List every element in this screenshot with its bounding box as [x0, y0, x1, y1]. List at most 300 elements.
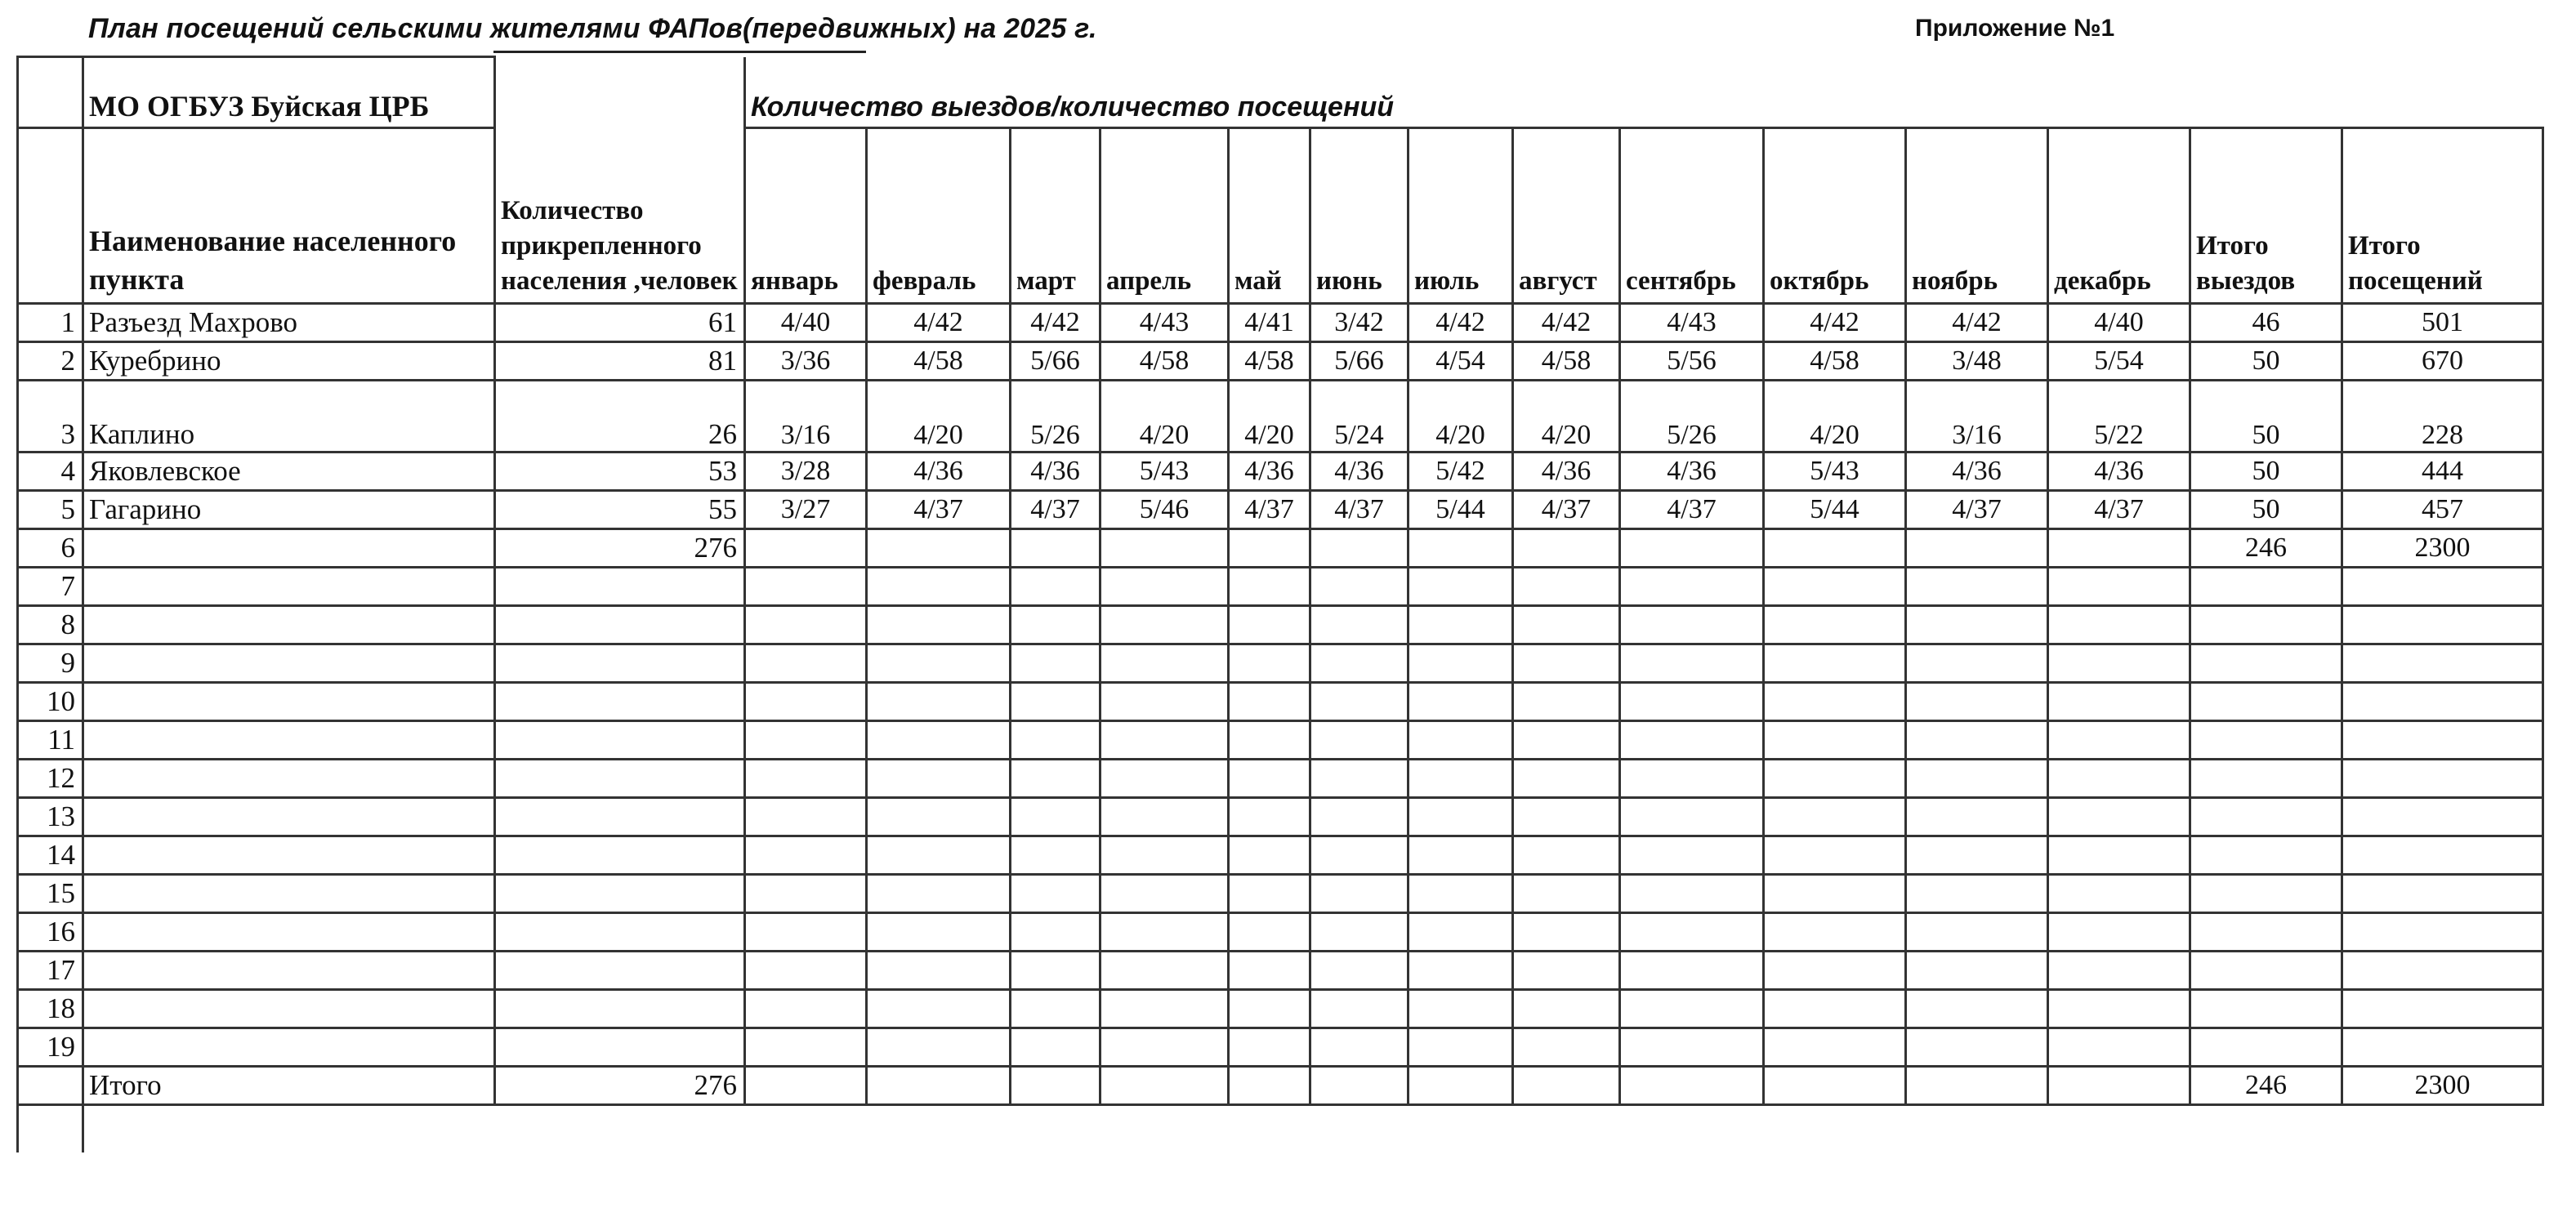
empty-cell [1764, 760, 1906, 798]
empty-cell [2342, 952, 2543, 990]
empty-cell [1620, 952, 1764, 990]
row-number: 6 [18, 529, 83, 568]
empty-cell [495, 1028, 745, 1067]
table-row [18, 342, 2543, 381]
table-row-empty [18, 1028, 2543, 1067]
month-value [1310, 529, 1409, 568]
empty-cell [1100, 760, 1229, 798]
name-column-header: Наименование населенного пункта [83, 128, 495, 304]
empty-cell [2342, 683, 2543, 721]
empty-cell [1100, 644, 1229, 683]
row-number: 19 [18, 1028, 83, 1067]
month-value [1409, 529, 1513, 568]
month-header: сентябрь [1620, 128, 1764, 304]
month-value: 4/36 [867, 453, 1011, 491]
empty-cell [1229, 990, 1310, 1028]
empty-cell [1100, 836, 1229, 875]
empty-cell [1620, 990, 1764, 1028]
empty-cell [1229, 1028, 1310, 1067]
empty-cell [867, 798, 1011, 836]
empty-cell [1100, 1028, 1229, 1067]
empty-cell [745, 875, 867, 913]
settlement-name [83, 529, 495, 568]
empty-cell [1513, 683, 1620, 721]
month-value: 4/54 [1409, 342, 1513, 381]
population-count: 276 [495, 529, 745, 568]
row-number: 7 [18, 568, 83, 606]
month-header: январь [745, 128, 867, 304]
empty-cell [2342, 798, 2543, 836]
empty-cell [1513, 913, 1620, 952]
empty-cell [1011, 990, 1100, 1028]
empty-cell [1906, 568, 2048, 606]
month-value: 3/27 [745, 491, 867, 529]
total-visits-value: 2300 [2342, 529, 2543, 568]
empty-cell [1011, 683, 1100, 721]
empty-cell [2190, 798, 2342, 836]
empty-cell [1906, 1028, 2048, 1067]
month-header: август [1513, 128, 1620, 304]
empty-cell [1011, 952, 1100, 990]
grand-total-visits: 2300 [2342, 1067, 2543, 1105]
empty-cell [2048, 836, 2190, 875]
empty-cell [1620, 683, 1764, 721]
table-row-empty [18, 606, 2543, 644]
empty-cell [1229, 1067, 1310, 1105]
empty-cell [1100, 606, 1229, 644]
population-count: 26 [495, 381, 745, 453]
total-trips-value: 50 [2190, 381, 2342, 453]
row-number: 8 [18, 606, 83, 644]
row-number: 3 [18, 381, 83, 453]
empty-cell [1409, 990, 1513, 1028]
month-header: октябрь [1764, 128, 1906, 304]
empty-cell [2190, 760, 2342, 798]
empty-cell [2048, 683, 2190, 721]
row-number: 4 [18, 453, 83, 491]
total-population: 276 [495, 1067, 745, 1105]
table-row-empty [18, 836, 2543, 875]
empty-cell [1100, 913, 1229, 952]
empty-cell [2048, 990, 2190, 1028]
month-value: 4/42 [1409, 304, 1513, 342]
empty-cell [1310, 1067, 1409, 1105]
empty-cell [1513, 798, 1620, 836]
empty-cell [745, 1067, 867, 1105]
row-number: 1 [18, 304, 83, 342]
empty-cell [1310, 913, 1409, 952]
empty-cell [1229, 913, 1310, 952]
month-value: 3/48 [1906, 342, 2048, 381]
document-title: План посещений сельскими жителями ФАПов(передвижных) на 2025 г. [88, 13, 1097, 44]
empty-cell [1100, 683, 1229, 721]
month-value: 5/42 [1409, 453, 1513, 491]
empty-cell [1310, 721, 1409, 760]
empty-cell [1620, 798, 1764, 836]
empty-cell [1764, 913, 1906, 952]
empty-cell [1409, 606, 1513, 644]
month-value: 4/20 [1513, 381, 1620, 453]
empty-cell [495, 990, 745, 1028]
empty-cell [2048, 568, 2190, 606]
empty-cell [2190, 952, 2342, 990]
empty-cell [495, 683, 745, 721]
empty-cell [745, 990, 867, 1028]
month-value: 4/42 [1906, 304, 2048, 342]
table-row [18, 381, 2543, 453]
empty-cell [1764, 875, 1906, 913]
empty-cell [867, 606, 1011, 644]
header-row-top [18, 57, 2543, 128]
empty-cell [495, 913, 745, 952]
empty-cell [1100, 990, 1229, 1028]
empty-cell [1310, 952, 1409, 990]
total-row [18, 1067, 2543, 1105]
empty-cell [1229, 721, 1310, 760]
settlement-name: Гагарино [83, 491, 495, 529]
org-name: МО ОГБУЗ Буйская ЦРБ [83, 57, 495, 128]
month-value: 4/37 [2048, 491, 2190, 529]
empty-cell [1409, 913, 1513, 952]
month-value [867, 529, 1011, 568]
quantity-group-title: Количество выездов/количество посещений [745, 57, 2543, 128]
empty-cell [1513, 952, 1620, 990]
empty-cell [2048, 913, 2190, 952]
empty-cell [2342, 721, 2543, 760]
empty-cell [1310, 606, 1409, 644]
empty-cell [1229, 836, 1310, 875]
month-value: 4/41 [1229, 304, 1310, 342]
empty-cell [2342, 875, 2543, 913]
empty-cell [1229, 952, 1310, 990]
empty-cell [745, 1028, 867, 1067]
empty-cell [1011, 913, 1100, 952]
empty-cell [495, 836, 745, 875]
empty-cell [745, 721, 867, 760]
empty-cell [1620, 760, 1764, 798]
total-trips-value: 50 [2190, 342, 2342, 381]
empty-cell [867, 990, 1011, 1028]
month-value: 4/43 [1620, 304, 1764, 342]
month-value: 5/44 [1409, 491, 1513, 529]
month-value: 5/54 [2048, 342, 2190, 381]
empty-cell [1409, 721, 1513, 760]
empty-cell [1229, 568, 1310, 606]
empty-cell [1513, 875, 1620, 913]
empty-cell [1011, 875, 1100, 913]
empty-cell [1310, 683, 1409, 721]
table-row [18, 453, 2543, 491]
empty-cell [83, 568, 495, 606]
empty-cell [1011, 721, 1100, 760]
month-header: февраль [867, 128, 1011, 304]
empty-cell [2342, 568, 2543, 606]
month-value: 5/43 [1100, 453, 1229, 491]
empty-cell [1906, 875, 2048, 913]
empty-cell [83, 721, 495, 760]
header-row-columns [18, 128, 2543, 304]
row-number: 16 [18, 913, 83, 952]
empty-cell [1310, 875, 1409, 913]
empty-cell [1764, 683, 1906, 721]
empty-cell [745, 952, 867, 990]
empty-cell [867, 1067, 1011, 1105]
empty-cell [1011, 760, 1100, 798]
empty-cell [2342, 1028, 2543, 1067]
empty-cell [2190, 568, 2342, 606]
population-column-header: Количество прикрепленного населения ,человек [495, 128, 745, 304]
empty-cell [1906, 721, 2048, 760]
month-value: 5/66 [1310, 342, 1409, 381]
month-value: 4/58 [1513, 342, 1620, 381]
appendix-label: Приложение №1 [1915, 15, 2115, 42]
total-label: Итого [83, 1067, 495, 1105]
population-count: 81 [495, 342, 745, 381]
row-number: 15 [18, 875, 83, 913]
empty-cell [495, 568, 745, 606]
total-trips-value: 46 [2190, 304, 2342, 342]
table-row-empty [18, 990, 2543, 1028]
empty-cell [1513, 644, 1620, 683]
month-header: декабрь [2048, 128, 2190, 304]
row-number: 13 [18, 798, 83, 836]
empty-cell [867, 836, 1011, 875]
month-header: ноябрь [1906, 128, 2048, 304]
month-value: 4/42 [1513, 304, 1620, 342]
month-value: 4/58 [1229, 342, 1310, 381]
trailing-blank [83, 1105, 2543, 1152]
visits-plan-table [16, 56, 2544, 1152]
empty-cell [1513, 760, 1620, 798]
month-value: 4/37 [1229, 491, 1310, 529]
row-number: 11 [18, 721, 83, 760]
empty-cell [1229, 683, 1310, 721]
empty-cell [1764, 1028, 1906, 1067]
row-number: 12 [18, 760, 83, 798]
month-value [745, 529, 867, 568]
empty-cell [83, 875, 495, 913]
month-value: 4/42 [867, 304, 1011, 342]
month-value: 4/58 [867, 342, 1011, 381]
row-number: 2 [18, 342, 83, 381]
settlement-name: Разъезд Махрово [83, 304, 495, 342]
empty-cell [2048, 644, 2190, 683]
empty-cell [2048, 760, 2190, 798]
row-number: 17 [18, 952, 83, 990]
month-value: 4/36 [1011, 453, 1100, 491]
empty-cell [1906, 990, 2048, 1028]
empty-cell [1310, 1028, 1409, 1067]
empty-cell [1310, 836, 1409, 875]
empty-cell [2048, 875, 2190, 913]
empty-cell [2048, 798, 2190, 836]
empty-cell [83, 644, 495, 683]
empty-cell [1906, 1067, 2048, 1105]
empty-cell [745, 836, 867, 875]
empty-cell [1513, 1028, 1620, 1067]
empty-cell [2048, 952, 2190, 990]
empty-cell [83, 913, 495, 952]
empty-cell [1229, 875, 1310, 913]
empty-cell [2342, 760, 2543, 798]
table-row-empty [18, 683, 2543, 721]
empty-cell [1409, 836, 1513, 875]
month-header: март [1011, 128, 1100, 304]
empty-cell [2190, 644, 2342, 683]
empty-cell [2048, 1028, 2190, 1067]
pop-header-top [495, 57, 745, 128]
empty-cell [1310, 798, 1409, 836]
empty-cell [867, 644, 1011, 683]
empty-cell [1409, 683, 1513, 721]
empty-cell [1100, 1067, 1229, 1105]
empty-cell [1764, 836, 1906, 875]
total-visits-value: 457 [2342, 491, 2543, 529]
empty-cell [2190, 721, 2342, 760]
empty-cell [867, 683, 1011, 721]
month-value: 5/43 [1764, 453, 1906, 491]
month-value: 4/58 [1764, 342, 1906, 381]
empty-cell [1906, 760, 2048, 798]
empty-cell [2190, 990, 2342, 1028]
month-value: 4/37 [1513, 491, 1620, 529]
empty-cell [1011, 1028, 1100, 1067]
empty-cell [1620, 1028, 1764, 1067]
month-value: 4/36 [1906, 453, 2048, 491]
empty-cell [1620, 721, 1764, 760]
empty-cell [1229, 760, 1310, 798]
empty-cell [1764, 1067, 1906, 1105]
month-value: 4/37 [867, 491, 1011, 529]
month-value: 3/36 [745, 342, 867, 381]
month-value: 4/20 [1229, 381, 1310, 453]
table-row-empty [18, 798, 2543, 836]
grand-total-trips: 246 [2190, 1067, 2342, 1105]
table-row-empty [18, 644, 2543, 683]
empty-cell [1764, 644, 1906, 683]
settlement-name: Яковлевское [83, 453, 495, 491]
empty-cell [495, 760, 745, 798]
empty-cell [1409, 952, 1513, 990]
empty-cell [1229, 606, 1310, 644]
empty-cell [495, 875, 745, 913]
empty-cell [1513, 721, 1620, 760]
total-row-num [18, 1067, 83, 1105]
empty-cell [1764, 798, 1906, 836]
month-value [2048, 529, 2190, 568]
empty-cell [2342, 644, 2543, 683]
empty-cell [867, 875, 1011, 913]
empty-cell [1229, 644, 1310, 683]
empty-cell [83, 990, 495, 1028]
month-header: июнь [1310, 128, 1409, 304]
month-header: апрель [1100, 128, 1229, 304]
month-value: 5/24 [1310, 381, 1409, 453]
row-number: 10 [18, 683, 83, 721]
month-value: 3/28 [745, 453, 867, 491]
empty-cell [2048, 606, 2190, 644]
settlement-name: Каплино [83, 381, 495, 453]
empty-cell [83, 606, 495, 644]
month-value: 3/42 [1310, 304, 1409, 342]
total-trips-value: 50 [2190, 453, 2342, 491]
month-value: 3/16 [745, 381, 867, 453]
empty-cell [1620, 1067, 1764, 1105]
empty-cell [1764, 952, 1906, 990]
empty-cell [1906, 836, 2048, 875]
month-value: 4/36 [1310, 453, 1409, 491]
empty-cell [1409, 798, 1513, 836]
month-value: 5/22 [2048, 381, 2190, 453]
empty-cell [867, 721, 1011, 760]
empty-cell [1310, 760, 1409, 798]
empty-cell [745, 568, 867, 606]
month-value: 4/40 [2048, 304, 2190, 342]
population-count: 61 [495, 304, 745, 342]
empty-cell [1011, 1067, 1100, 1105]
month-value: 4/37 [1906, 491, 2048, 529]
empty-cell [745, 606, 867, 644]
row-number: 9 [18, 644, 83, 683]
empty-cell [1620, 875, 1764, 913]
empty-cell [1513, 606, 1620, 644]
month-value: 5/46 [1100, 491, 1229, 529]
empty-cell [1409, 644, 1513, 683]
month-header: июль [1409, 128, 1513, 304]
empty-cell [2342, 836, 2543, 875]
total-visits-value: 670 [2342, 342, 2543, 381]
empty-cell [1620, 644, 1764, 683]
total-trips-value: 246 [2190, 529, 2342, 568]
empty-cell [2048, 721, 2190, 760]
empty-cell [495, 721, 745, 760]
month-value: 4/58 [1100, 342, 1229, 381]
total-visits-header: Итого посещений [2342, 128, 2543, 304]
empty-cell [1100, 568, 1229, 606]
month-value [1513, 529, 1620, 568]
empty-cell [83, 683, 495, 721]
month-value [1620, 529, 1764, 568]
empty-cell [1011, 836, 1100, 875]
month-value: 4/36 [1620, 453, 1764, 491]
empty-cell [745, 683, 867, 721]
empty-cell [2342, 913, 2543, 952]
empty-cell [1310, 644, 1409, 683]
empty-cell [867, 952, 1011, 990]
month-header: май [1229, 128, 1310, 304]
empty-cell [83, 798, 495, 836]
empty-cell [1409, 875, 1513, 913]
empty-cell [1100, 721, 1229, 760]
empty-cell [1100, 798, 1229, 836]
month-value: 4/20 [867, 381, 1011, 453]
month-value: 4/36 [2048, 453, 2190, 491]
empty-cell [1764, 721, 1906, 760]
empty-cell [1409, 1028, 1513, 1067]
month-value: 4/36 [1513, 453, 1620, 491]
settlement-name: Куребрино [83, 342, 495, 381]
population-count: 55 [495, 491, 745, 529]
month-value: 5/26 [1011, 381, 1100, 453]
row-number: 18 [18, 990, 83, 1028]
trailing-num-cell [18, 1105, 83, 1152]
month-value: 5/26 [1620, 381, 1764, 453]
empty-cell [2048, 1067, 2190, 1105]
trailing-row [18, 1105, 2543, 1152]
month-value: 4/42 [1764, 304, 1906, 342]
empty-cell [495, 952, 745, 990]
empty-cell [2190, 683, 2342, 721]
